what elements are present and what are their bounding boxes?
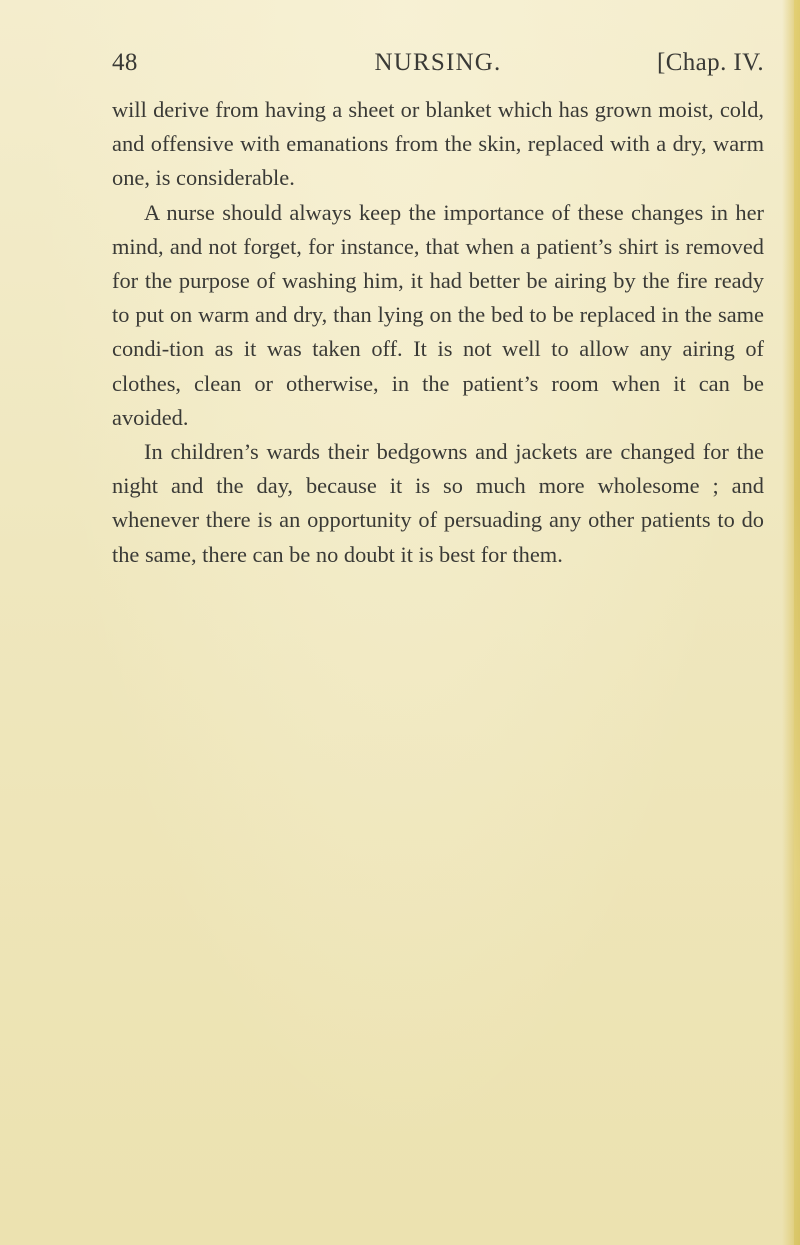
running-head: [112, 48, 764, 78]
book-page: [112, 0, 764, 572]
chapter-reference: [Chap. IV.: [656, 49, 764, 76]
page-number: 48: [112, 49, 138, 76]
paragraph-continued: will derive from having a sheet or blanket which has grown moist, cold, and offensive with emanations from the skin, replaced with a dry, warm one, is considerable.: [112, 97, 764, 191]
body-text: [112, 93, 764, 572]
page-edge: [782, 0, 800, 1245]
running-title: NURSING.: [374, 49, 502, 76]
paragraph-childrens-wards: In children’s wards their bedgowns and jackets are changed for the night and the day, because it is so much more wholesome ; and whenever there is an opportunity of persuading any other patients to do the same, there can be no doubt it is best for them.: [112, 439, 764, 567]
paragraph-nurse-changes: A nurse should always keep the importance of these changes in her mind, and not forget, for instance, that when a patient’s shirt is removed for the purpose of washing him, it had better be airing by the fire ready to put on warm and dry, than lying on the bed to be replaced in the same condi-tion as it was taken off. It is not well to allow any airing of clothes, clean or otherwise, in the patient’s room when it can be avoided.: [112, 199, 764, 430]
